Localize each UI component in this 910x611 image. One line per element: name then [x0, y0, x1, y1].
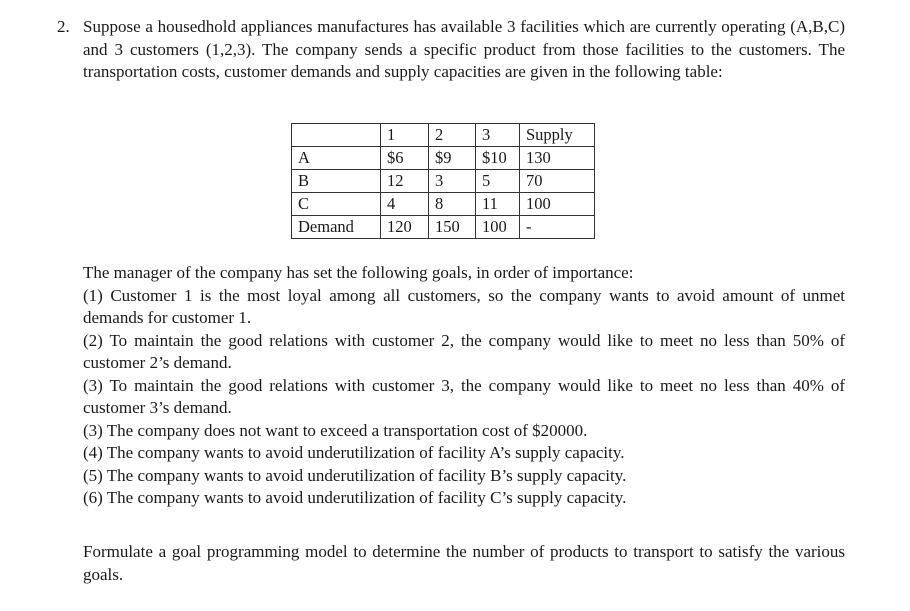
goal-item: (4) The company wants to avoid underutilization of facility A’s supply capacity.: [83, 443, 625, 462]
table-row: [292, 193, 595, 216]
goal-item: (6) The company wants to avoid underutilization of facility C’s supply capacity.: [83, 488, 627, 507]
table-row: [292, 147, 595, 170]
goal-item: (5) The company wants to avoid underutilization of facility B’s supply capacity.: [83, 465, 627, 485]
table-cell: 1: [381, 124, 429, 147]
table-cell: 2: [429, 124, 476, 147]
table-cell: 120: [381, 216, 429, 239]
table-cell: [292, 124, 381, 147]
goal-item: (1) Customer 1 is the most loyal among all customers, so the company wants to avoid amount of unmet demands for customer 1.: [83, 285, 845, 327]
table-cell: 3: [429, 170, 476, 193]
table-cell: 100: [476, 216, 520, 239]
problem-intro: Suppose a housedhold appliances manufactures has available 3 facilities which are currently operating (A,B,C) and 3 customers (1,2,3). The company sends a specific product from those facilities to the customers. The transportation costs, customer demands and supply capacities are given in the following table:: [83, 17, 845, 81]
table-cell: 100: [520, 193, 595, 216]
table-cell: A: [292, 147, 381, 170]
goal-item: (3) To maintain the good relations with customer 3, the company would like to meet no less than 40% of customer 3’s demand.: [83, 375, 845, 417]
table-cell: 11: [476, 193, 520, 216]
table-cell: $6: [381, 147, 429, 170]
table-cell: $9: [429, 147, 476, 170]
table-cell: 8: [429, 193, 476, 216]
table-cell: 3: [476, 124, 520, 147]
problem-number: 2.: [57, 17, 70, 36]
table-cell: C: [292, 193, 381, 216]
table-cell: Supply: [520, 124, 595, 147]
table-cell: B: [292, 170, 381, 193]
table-row: [292, 170, 595, 193]
table-header-row: [292, 124, 595, 147]
table-cell: 5: [476, 170, 520, 193]
table-cell: 4: [381, 193, 429, 216]
table-cell: $10: [476, 147, 520, 170]
table-cell: 150: [429, 216, 476, 239]
goals-section: [83, 262, 845, 510]
table-cell: 70: [520, 170, 595, 193]
cost-table: [291, 123, 595, 239]
goal-item: (2) To maintain the good relations with customer 2, the company would like to meet no less than 50% of customer 2’s demand.: [83, 330, 845, 372]
table-cell: 12: [381, 170, 429, 193]
goal-item: (3) The company does not want to exceed a transportation cost of $20000.: [83, 420, 588, 440]
table-row: [292, 216, 595, 239]
task-statement: Formulate a goal programming model to determine the number of products to transport to satisfy the various goals.: [83, 542, 845, 584]
table-cell: -: [520, 216, 595, 239]
goals-intro: The manager of the company has set the following goals, in order of importance:: [83, 263, 634, 282]
table-cell: Demand: [292, 216, 381, 239]
table-cell: 130: [520, 147, 595, 170]
